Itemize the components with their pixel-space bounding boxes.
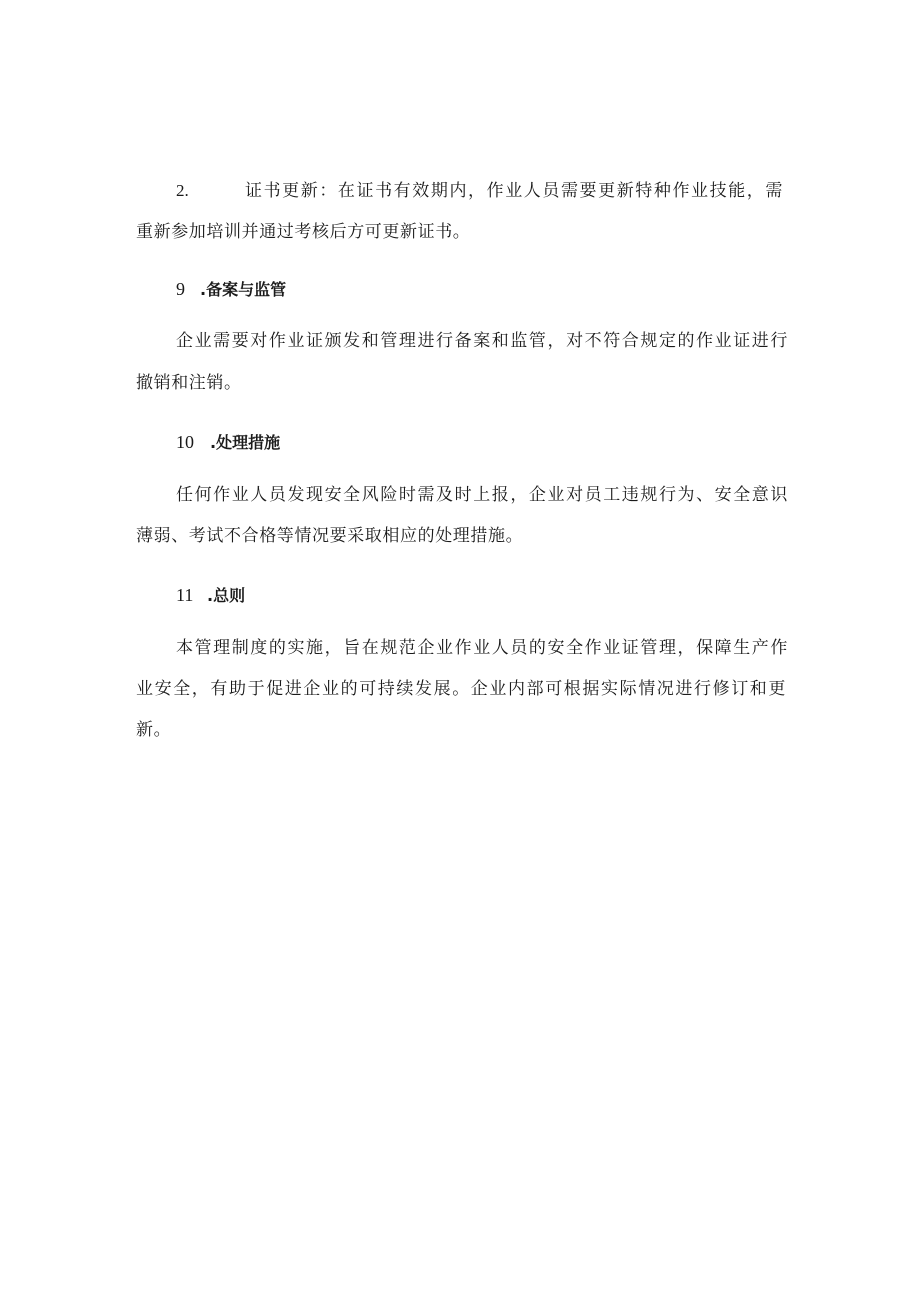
section-10-heading <box>176 431 280 454</box>
item-2-number: 2. <box>176 181 189 200</box>
section-9-line-2: 撤销和注销。 <box>136 373 242 393</box>
section-10-line-2: 薄弱、考试不合格等情况要采取相应的处理措施。 <box>136 526 524 546</box>
section-9-line-1: 企业需要对作业证颁发和管理进行备案和监管，对不符合规定的作业证进行 <box>176 331 788 351</box>
section-11-line-1: 本管理制度的实施，旨在规范企业作业人员的安全作业证管理，保障生产作 <box>176 638 788 658</box>
item-2-line-2: 重新参加培训并通过考核后方可更新证书。 <box>136 222 471 242</box>
section-11-number: 11 <box>176 585 194 605</box>
section-11-line-2: 业安全，有助于促进企业的可持续发展。企业内部可根据实际情况进行修订和更 <box>136 679 786 699</box>
section-11-heading <box>176 584 245 607</box>
section-11-title: .总则 <box>207 586 246 605</box>
section-9-number: 9 <box>176 279 185 299</box>
section-11-line-3: 新。 <box>136 720 172 740</box>
section-9-heading <box>176 278 286 301</box>
section-10-title: .处理措施 <box>210 433 281 452</box>
section-9-title: .备案与监管 <box>200 280 287 299</box>
section-10-line-1: 任何作业人员发现安全风险时需及时上报，企业对员工违规行为、安全意识 <box>176 485 788 505</box>
item-2-line-1: 证书更新：在证书有效期内，作业人员需要更新特种作业技能，需 <box>245 181 783 201</box>
section-10-number: 10 <box>176 432 194 452</box>
